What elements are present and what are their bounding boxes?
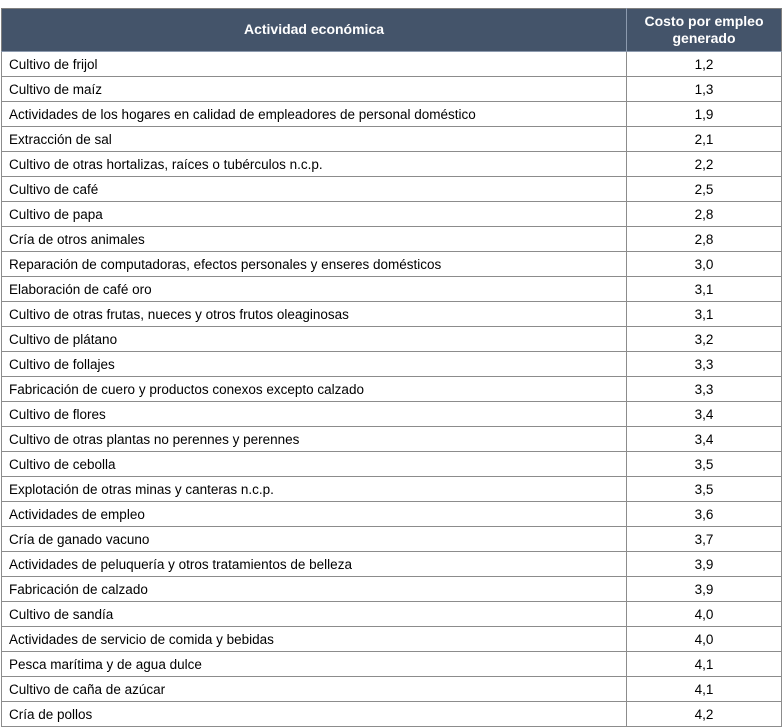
activity-cell: Extracción de sal [2,127,627,152]
activity-cell: Cultivo de papa [2,202,627,227]
activity-cell: Cultivo de follajes [2,352,627,377]
cost-cell: 3,4 [627,427,782,452]
table-row [2,277,782,302]
activity-cell: Cultivo de sandía [2,602,627,627]
activity-cell: Cultivo de cebolla [2,452,627,477]
activity-cell: Explotación de otras minas y canteras n.c.p. [2,477,627,502]
activity-cell: Cría de pollos [2,702,627,727]
activity-cell: Cultivo de maíz [2,77,627,102]
table-row [2,377,782,402]
cost-cell: 3,9 [627,577,782,602]
cost-cell: 3,1 [627,277,782,302]
table-header [2,9,782,52]
cost-cell: 4,2 [627,702,782,727]
table-row [2,252,782,277]
cost-cell: 1,2 [627,52,782,77]
activity-cell: Pesca marítima y de agua dulce [2,652,627,677]
activity-cell: Cultivo de caña de azúcar [2,677,627,702]
table-row [2,677,782,702]
table-row [2,702,782,727]
table-row [2,552,782,577]
table-row [2,102,782,127]
cost-cell: 3,5 [627,452,782,477]
cost-cell: 3,6 [627,502,782,527]
cost-cell: 3,3 [627,352,782,377]
cost-cell: 1,3 [627,77,782,102]
table-row [2,502,782,527]
table-row [2,652,782,677]
cost-cell: 3,4 [627,402,782,427]
table-row [2,477,782,502]
table-row [2,227,782,252]
cost-cell: 3,3 [627,377,782,402]
activity-cell: Cultivo de plátano [2,327,627,352]
cost-cell: 2,2 [627,152,782,177]
table-row [2,627,782,652]
table-row [2,577,782,602]
table-row [2,402,782,427]
table-row [2,302,782,327]
header-cost: Costo por empleo generado [627,9,782,52]
activity-cell: Fabricación de calzado [2,577,627,602]
table-row [2,527,782,552]
table-row [2,452,782,477]
activity-cell: Actividades de empleo [2,502,627,527]
cost-cell: 4,1 [627,652,782,677]
table-row [2,327,782,352]
cost-cell: 3,7 [627,527,782,552]
cost-cell: 4,0 [627,627,782,652]
cost-cell: 3,1 [627,302,782,327]
cost-cell: 2,5 [627,177,782,202]
cost-cell: 3,0 [627,252,782,277]
activity-cell: Actividades de peluquería y otros tratamientos de belleza [2,552,627,577]
cost-cell: 2,8 [627,227,782,252]
table-row [2,202,782,227]
header-row [2,9,782,52]
table-row [2,177,782,202]
cost-cell: 3,5 [627,477,782,502]
cost-cell: 4,1 [627,677,782,702]
activity-cell: Cultivo de otras plantas no perennes y perennes [2,427,627,452]
cost-cell: 3,2 [627,327,782,352]
activity-cell: Cultivo de otras frutas, nueces y otros frutos oleaginosas [2,302,627,327]
cost-cell: 1,9 [627,102,782,127]
activity-cell: Cría de otros animales [2,227,627,252]
table-row [2,77,782,102]
activity-cell: Fabricación de cuero y productos conexos excepto calzado [2,377,627,402]
activity-cell: Cultivo de flores [2,402,627,427]
activity-cell: Cría de ganado vacuno [2,527,627,552]
activity-cell: Reparación de computadoras, efectos personales y enseres domésticos [2,252,627,277]
header-activity: Actividad económica [2,9,627,52]
activity-cell: Cultivo de otras hortalizas, raíces o tubérculos n.c.p. [2,152,627,177]
cost-cell: 2,1 [627,127,782,152]
table-row [2,152,782,177]
activity-cell: Elaboración de café oro [2,277,627,302]
cost-cell: 2,8 [627,202,782,227]
table-row [2,602,782,627]
table-row [2,127,782,152]
table-row [2,52,782,77]
cost-cell: 3,9 [627,552,782,577]
activity-cell: Cultivo de café [2,177,627,202]
activity-cell: Cultivo de frijol [2,52,627,77]
activity-cell: Actividades de servicio de comida y bebidas [2,627,627,652]
table-row [2,352,782,377]
cost-cell: 4,0 [627,602,782,627]
cost-per-job-table [1,8,782,727]
table-body [2,52,782,727]
table-row [2,427,782,452]
activity-cell: Actividades de los hogares en calidad de empleadores de personal doméstico [2,102,627,127]
